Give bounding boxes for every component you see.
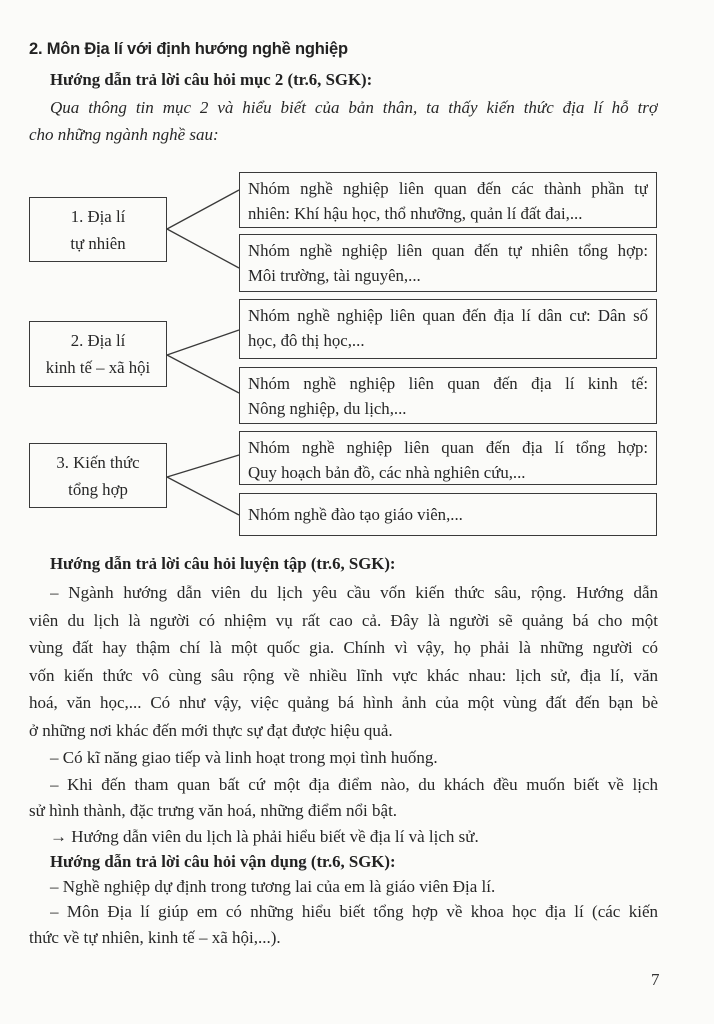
category-box-natural-geography (29, 197, 167, 262)
connector-line (167, 330, 239, 355)
career-text: nhiên: Khí hậu học, thổ nhưỡng, quản lí đất đai,... (248, 204, 583, 223)
career-text: Nhóm nghề nghiệp liên quan đến các thành phần tự (248, 179, 648, 198)
connector-line (167, 229, 239, 268)
paragraph-line: – Khi đến tham quan bất cứ một địa điểm nào, du khách đều muốn biết về lịch (50, 775, 658, 794)
career-box (239, 493, 657, 536)
career-text: Môi trường, tài nguyên,... (248, 266, 421, 285)
category-label: 3. Kiến thức (56, 453, 140, 472)
category-box-socioeconomic-geography (29, 321, 167, 387)
career-text: học, đô thị học,... (248, 331, 365, 350)
paragraph-line: – Có kĩ năng giao tiếp và linh hoạt trong mọi tình huống. (50, 748, 438, 767)
page-number: 7 (651, 970, 660, 989)
intro-line: cho những ngành nghề sau: (29, 125, 219, 144)
career-text: Nhóm nghề nghiệp liên quan đến địa lí tổng hợp: (248, 438, 648, 457)
career-text: Nhóm nghề nghiệp liên quan đến tự nhiên tổng hợp: (248, 241, 648, 260)
paragraph-line: – Nghề nghiệp dự định trong tương lai của em là giáo viên Địa lí. (50, 877, 496, 896)
paragraph-line: sử hình thành, đặc trưng văn hoá, những điểm nổi bật. (29, 801, 398, 820)
guide-heading: Hướng dẫn trả lời câu hỏi mục 2 (tr.6, SGK): (50, 70, 373, 89)
paragraph-line: vùng đất hay thậm chí là một quốc gia. Chính vì vậy, họ phải là những người có (29, 638, 658, 657)
career-box (239, 431, 657, 485)
category-label: tổng hợp (68, 480, 128, 499)
career-box (239, 367, 657, 424)
career-text: Nông nghiệp, du lịch,... (248, 399, 407, 418)
category-label: kinh tế – xã hội (45, 358, 151, 377)
application-heading: Hướng dẫn trả lời câu hỏi vận dụng (tr.6, SGK): (50, 852, 396, 871)
conclusion-line: → Hướng dẫn viên du lịch là phải hiểu biết về địa lí và lịch sử. (50, 827, 479, 846)
connector-line (167, 355, 239, 393)
connector-line (167, 190, 239, 229)
paragraph-line: ở những nơi khác đến mới thực sự đạt được hiệu quả. (29, 721, 393, 740)
category-box-general-knowledge (29, 443, 167, 508)
category-label: tự nhiên (70, 234, 126, 253)
career-text: Nhóm nghề nghiệp liên quan đến địa lí kinh tế: (248, 374, 648, 393)
paragraph-line: – Môn Địa lí giúp em có những hiểu biết tổng hợp về khoa học địa lí (các kiến (50, 902, 658, 921)
paragraph-line: thức về tự nhiên, kinh tế – xã hội,...). (29, 928, 281, 947)
career-text: Nhóm nghề đào tạo giáo viên,... (248, 505, 463, 524)
paragraph-line: viên du lịch là người có nhiệm vụ rất cao cả. Đây là người sẽ quảng bá cho một (29, 611, 658, 630)
category-label: 1. Địa lí (70, 207, 126, 226)
career-text: Nhóm nghề nghiệp liên quan đến địa lí dân cư: Dân số (248, 306, 648, 325)
paragraph-line: hoá, văn học,... Có như vậy, việc quảng bá hình ảnh của một vùng đất đến bạn bè (29, 693, 658, 712)
career-text: Quy hoạch bản đồ, các nhà nghiên cứu,... (248, 463, 526, 482)
category-label: 2. Địa lí (70, 331, 126, 350)
section-title: 2. Môn Địa lí với định hướng nghề nghiệp (29, 40, 348, 58)
connector-line (167, 455, 239, 477)
connector-line (167, 477, 239, 515)
paragraph-line: – Ngành hướng dẫn viên du lịch yêu cầu vốn kiến thức sâu, rộng. Hướng dẫn (50, 583, 658, 602)
career-box (239, 172, 657, 228)
intro-line: Qua thông tin mục 2 và hiểu biết của bản thân, ta thấy kiến thức địa lí hỗ trợ (50, 98, 658, 117)
practice-heading: Hướng dẫn trả lời câu hỏi luyện tập (tr.6, SGK): (50, 554, 396, 573)
career-box (239, 299, 657, 359)
paragraph-line: vốn kiến thức vô cùng sâu rộng về nhiều lĩnh vực khác nhau: lịch sử, địa lí, văn (29, 666, 658, 685)
career-box (239, 234, 657, 292)
